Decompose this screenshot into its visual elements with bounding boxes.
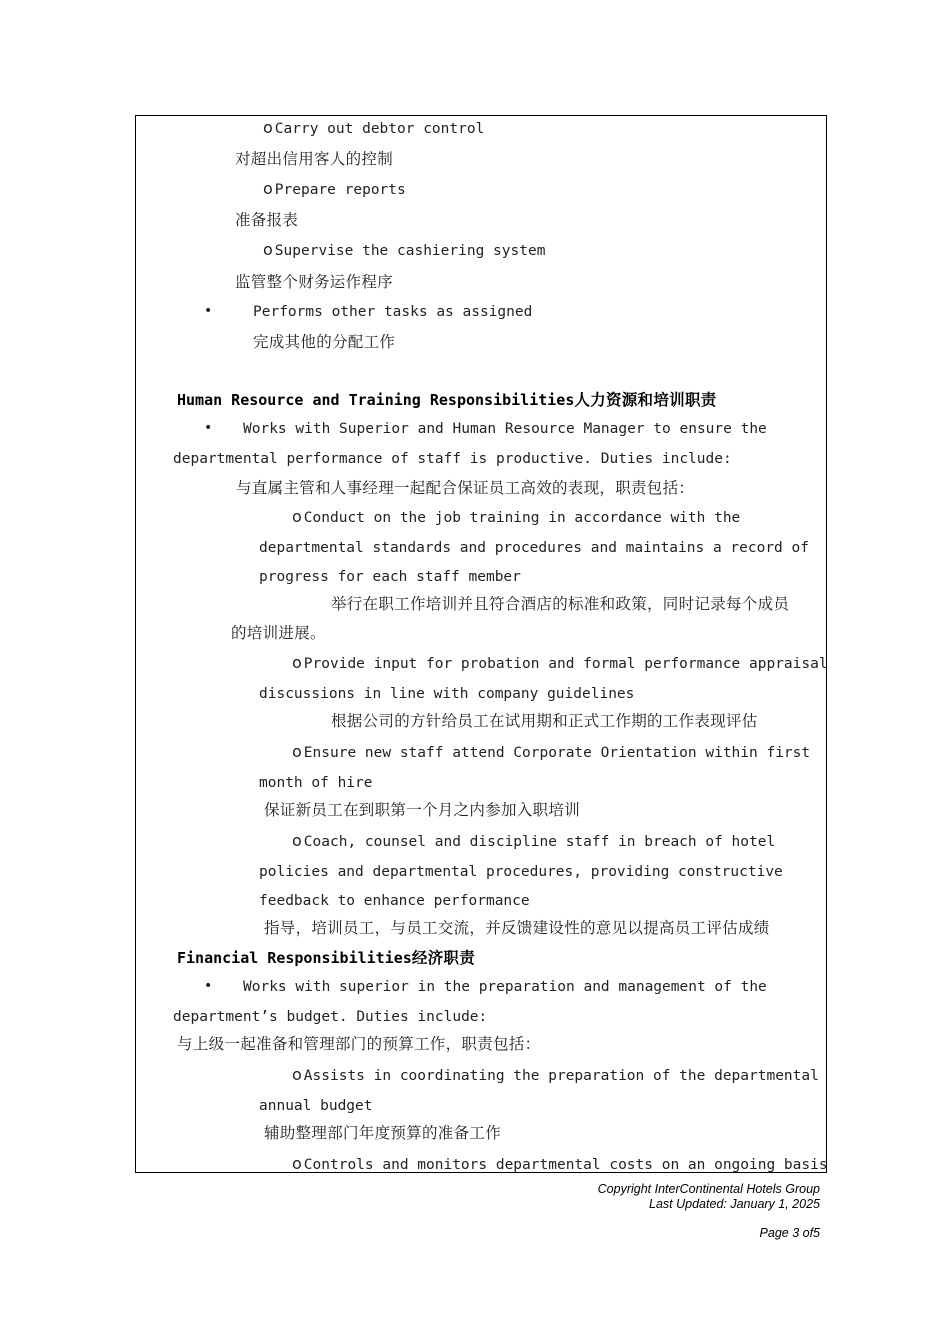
list-item-translation: 对超出信用客人的控制 — [235, 150, 394, 168]
paragraph-line: Works with superior in the preparation and management of the — [243, 979, 767, 995]
list-item: o Conduct on the job training in accordance with the — [292, 507, 741, 526]
section-heading-hr: Human Resource and Training Responsibilities人力资源和培训职责 — [177, 391, 717, 409]
paragraph-line: discussions in line with company guidelines — [259, 686, 635, 702]
sub-bullet-icon: o — [292, 1065, 302, 1084]
list-item: o Supervise the cashiering system — [263, 240, 546, 259]
paragraph-line: month of hire — [259, 775, 373, 791]
paragraph-translation: 与上级一起准备和管理部门的预算工作，职责包括： — [177, 1035, 541, 1053]
bullet-icon: • — [204, 978, 213, 994]
list-item: o Provide input for probation and formal performance appraisal — [292, 653, 828, 672]
paragraph-translation: 根据公司的方针给员工在试用期和正式工作期的工作表现评估 — [331, 712, 758, 730]
sub-bullet-icon: o — [292, 1154, 302, 1173]
list-item: o Assists in coordinating the preparation of the departmental — [292, 1065, 819, 1084]
sub-bullet-icon: o — [263, 118, 273, 137]
list-item: o Prepare reports — [263, 179, 406, 198]
paragraph-line: feedback to enhance performance — [259, 893, 530, 909]
page-number: Page 3 of5 — [759, 1226, 820, 1240]
paragraph-line: policies and departmental procedures, providing constructive — [259, 864, 783, 880]
list-item: o Controls and monitors departmental costs on an ongoing basis — [292, 1154, 828, 1173]
list-item-translation: 监管整个财务运作程序 — [235, 273, 394, 291]
sub-bullet-icon: o — [292, 507, 302, 526]
list-item-translation: 完成其他的分配工作 — [253, 333, 396, 351]
sub-bullet-icon: o — [292, 653, 302, 672]
paragraph-line: departmental performance of staff is productive. Duties include: — [173, 451, 732, 467]
footer-last-updated: Last Updated: January 1, 2025 — [649, 1197, 820, 1211]
list-item: o Coach, counsel and discipline staff in breach of hotel — [292, 831, 776, 850]
list-item-translation: 准备报表 — [235, 211, 299, 229]
footer-copyright: Copyright InterContinental Hotels Group — [597, 1182, 820, 1196]
paragraph-translation: 举行在职工作培训并且符合酒店的标准和政策，同时记录每个成员 — [331, 595, 790, 613]
section-heading-financial: Financial Responsibilities经济职责 — [177, 949, 476, 967]
bullet-icon: • — [204, 420, 213, 436]
paragraph-line: Works with Superior and Human Resource Manager to ensure the — [243, 421, 767, 437]
paragraph-line: department’s budget. Duties include: — [173, 1009, 488, 1025]
paragraph-translation: 指导，培训员工，与员工交流，并反馈建设性的意见以提高员工评估成绩 — [264, 919, 770, 937]
sub-bullet-icon: o — [292, 742, 302, 761]
sub-bullet-icon: o — [263, 240, 273, 259]
list-item: Performs other tasks as assigned — [253, 304, 533, 320]
paragraph-line: annual budget — [259, 1098, 373, 1114]
paragraph-line: departmental standards and procedures and maintains a record of — [259, 540, 809, 556]
list-item: o Ensure new staff attend Corporate Orientation within first — [292, 742, 811, 761]
sub-bullet-icon: o — [292, 831, 302, 850]
list-item: o Carry out debtor control — [263, 118, 485, 137]
paragraph-translation: 辅助整理部门年度预算的准备工作 — [264, 1124, 502, 1142]
sub-bullet-icon: o — [263, 179, 273, 198]
paragraph-translation: 保证新员工在到职第一个月之内参加入职培训 — [264, 801, 581, 819]
bullet-icon: • — [204, 303, 213, 319]
paragraph-translation: 与直属主管和人事经理一起配合保证员工高效的表现，职责包括： — [236, 479, 695, 497]
paragraph-line: progress for each staff member — [259, 569, 521, 585]
paragraph-translation: 的培训进展。 — [231, 624, 326, 642]
